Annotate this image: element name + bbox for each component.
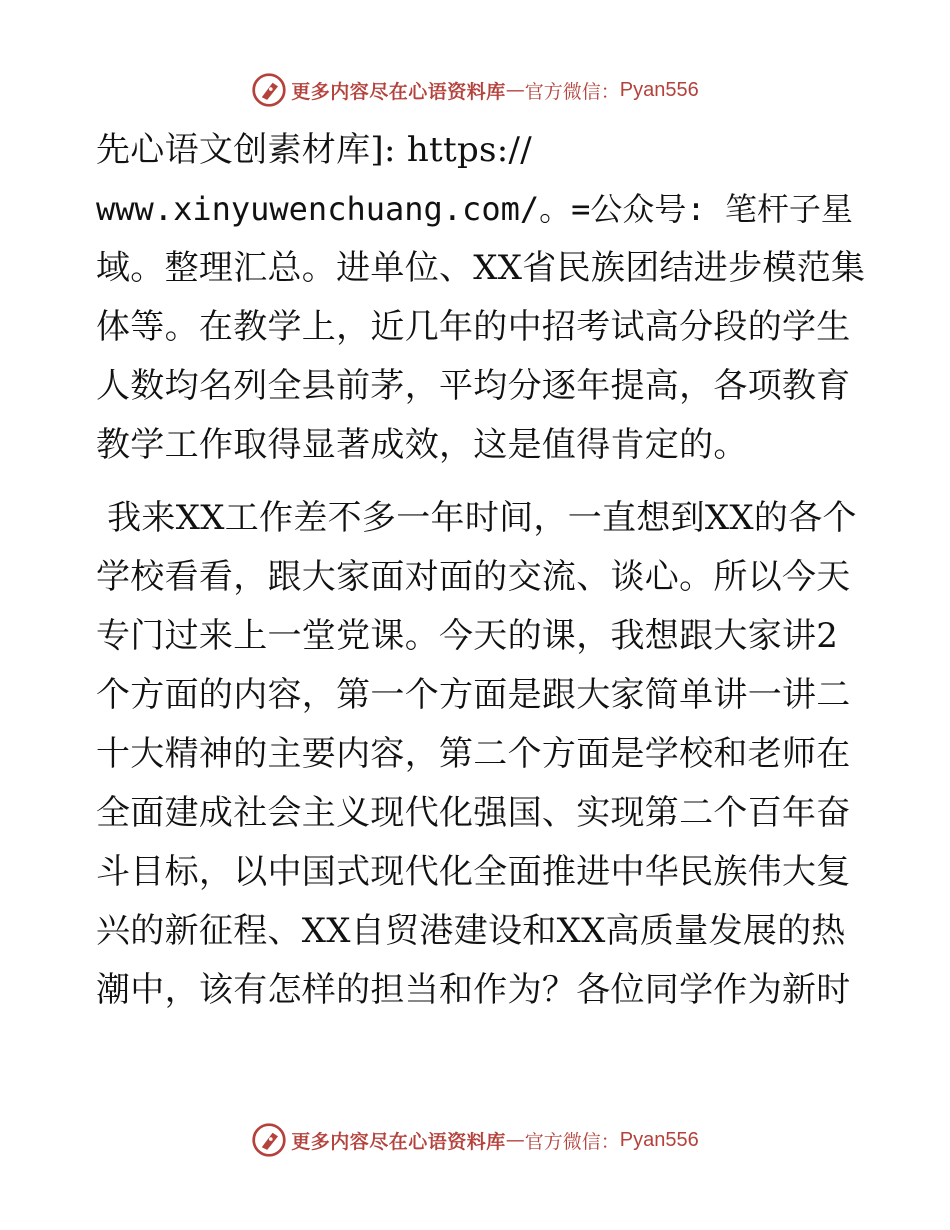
document-body bbox=[96, 121, 866, 1020]
text-line bbox=[96, 902, 866, 961]
text-line bbox=[96, 725, 866, 784]
paragraph-2 bbox=[96, 489, 866, 1020]
text-line bbox=[96, 961, 866, 1020]
banner-wechat-label: 官方微信： bbox=[524, 80, 620, 103]
footer-banner bbox=[0, 1118, 950, 1162]
header-banner bbox=[0, 68, 950, 112]
text-line-content: 潮中，该有怎样的担当和作为？各位同学作为新时 bbox=[96, 970, 851, 1010]
banner-text: 更多内容尽在心语资料库 bbox=[291, 80, 506, 103]
pen-nib-logo-icon bbox=[251, 1122, 287, 1158]
banner-wechat-label: 官方微信： bbox=[524, 1130, 620, 1153]
text-line bbox=[96, 239, 866, 298]
text-line bbox=[96, 843, 866, 902]
text-line-content: 教学工作取得显著成效，这是值得肯定的。 bbox=[96, 425, 748, 465]
text-line-content: 全面建成社会主义现代化强国、实现第二个百年奋 bbox=[96, 793, 851, 833]
text-line-content: 学校看看，跟大家面对面的交流、谈心。所以今天 bbox=[96, 557, 851, 597]
text-line-content: 个方面的内容，第一个方面是跟大家简单讲一讲二 bbox=[96, 675, 851, 715]
text-line-content: 人数均名列全县前茅，平均分逐年提高，各项教育 bbox=[96, 366, 851, 406]
banner-wechat-id: Pyan556 bbox=[619, 1128, 699, 1151]
text-line bbox=[96, 489, 866, 548]
text-line bbox=[96, 121, 866, 180]
text-line bbox=[96, 298, 866, 357]
text-line-content: 斗目标，以中国式现代化全面推进中华民族伟大复 bbox=[96, 852, 851, 892]
banner-text: 更多内容尽在心语资料库 bbox=[291, 1130, 506, 1153]
text-line bbox=[96, 666, 866, 725]
text-line-content: 体等。在教学上，近几年的中招考试高分段的学生 bbox=[96, 307, 851, 347]
text-line bbox=[96, 416, 866, 475]
text-line-content: 先心语文创素材库]: https:// bbox=[96, 130, 533, 170]
banner-separator: — bbox=[505, 79, 525, 101]
text-line-content: 专门过来上一堂党课。今天的课，我想跟大家讲2 bbox=[96, 616, 839, 656]
text-line bbox=[96, 784, 866, 843]
text-line bbox=[96, 548, 866, 607]
text-line-content: 兴的新征程、XX自贸港建设和XX高质量发展的热 bbox=[96, 911, 846, 951]
text-line bbox=[96, 357, 866, 416]
paragraph-1 bbox=[96, 121, 866, 475]
text-line-content: www.xinyuwenchuang.com/。=公众号: 笔杆子星 bbox=[96, 190, 853, 228]
text-line bbox=[96, 180, 866, 239]
pen-nib-logo-icon bbox=[251, 72, 287, 108]
text-line-content: 域。整理汇总。进单位、XX省民族团结进步模范集 bbox=[96, 248, 866, 288]
text-line-content: 我来XX工作差不多一年时间，一直想到XX的各个 bbox=[96, 498, 857, 538]
text-line bbox=[96, 607, 866, 666]
banner-wechat-id: Pyan556 bbox=[619, 78, 699, 101]
text-line-content: 十大精神的主要内容，第二个方面是学校和老师在 bbox=[96, 734, 851, 774]
banner-separator: — bbox=[505, 1129, 525, 1151]
